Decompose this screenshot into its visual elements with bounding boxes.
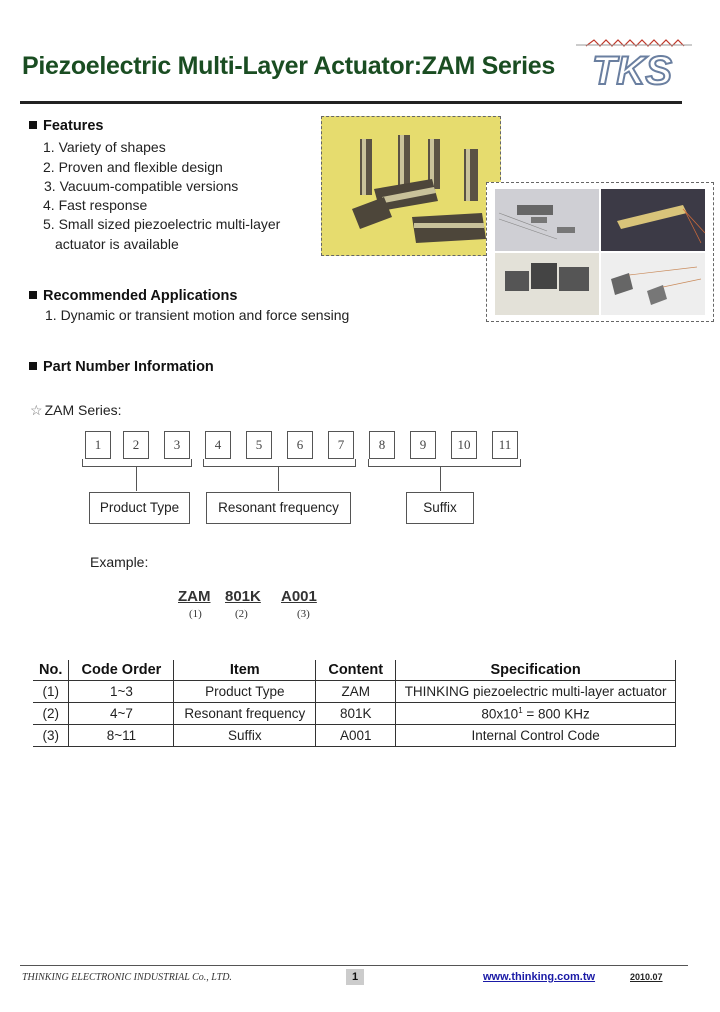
cell-specification: $80x10^1 = 800$ KHz xyxy=(396,703,676,725)
col-header-code-order: Code Order xyxy=(69,660,174,681)
application-item: 1. Dynamic or transient motion and force sensing xyxy=(45,307,350,323)
applications-heading: Recommended Applications xyxy=(29,288,237,304)
part-box: 7 xyxy=(328,431,354,459)
part-number-heading: Part Number Information xyxy=(29,359,214,375)
cell-item: Suffix xyxy=(174,725,316,747)
tks-logo xyxy=(572,36,694,92)
table-row xyxy=(33,725,676,747)
table-row xyxy=(33,703,676,725)
connector-line xyxy=(136,467,137,491)
features-heading: Features xyxy=(29,118,103,134)
title-rule xyxy=(20,101,682,104)
part-box: 11 xyxy=(492,431,518,459)
part-box: 8 xyxy=(369,431,395,459)
page-title: Piezoelectric Multi-Layer Actuator:ZAM Series xyxy=(22,52,555,80)
example-number: (3) xyxy=(297,608,310,620)
example-number: (1) xyxy=(189,608,202,620)
part-box: 6 xyxy=(287,431,313,459)
col-header-no: No. xyxy=(33,660,69,681)
part-box: 3 xyxy=(164,431,190,459)
series-label: ☆ ZAM Series: xyxy=(30,402,122,418)
connector-line xyxy=(440,467,441,491)
example-label: Example: xyxy=(90,554,149,570)
cell-specification: THINKING piezoelectric multi-layer actuator xyxy=(396,681,676,703)
cell-no: (1) xyxy=(33,681,69,703)
cell-no: (3) xyxy=(33,725,69,747)
cell-specification: Internal Control Code xyxy=(396,725,676,747)
table-header-row xyxy=(33,660,676,681)
footer-rule xyxy=(20,965,688,966)
star-icon: ☆ xyxy=(30,402,43,418)
cell-code-order: 8~11 xyxy=(69,725,174,747)
example-number: (2) xyxy=(235,608,248,620)
connector-line xyxy=(278,467,279,491)
col-header-content: Content xyxy=(316,660,396,681)
cell-content: A001 xyxy=(316,725,396,747)
cell-code-order: 4~7 xyxy=(69,703,174,725)
table-row xyxy=(33,681,676,703)
part-box: 10 xyxy=(451,431,477,459)
cell-code-order: 1~3 xyxy=(69,681,174,703)
footer-company: THINKING ELECTRONIC INDUSTRIAL Co., LTD. xyxy=(22,972,232,983)
group-bracket xyxy=(82,459,192,467)
example-code: A001 xyxy=(281,588,317,605)
part-box: 2 xyxy=(123,431,149,459)
product-photo-grid xyxy=(486,182,714,322)
part-box: 9 xyxy=(410,431,436,459)
cell-content: 801K xyxy=(316,703,396,725)
col-header-item: Item xyxy=(174,660,316,681)
cell-content: ZAM xyxy=(316,681,396,703)
feature-item: 3. Vacuum-compatible versions xyxy=(44,178,239,194)
page-number: 1 xyxy=(346,969,364,985)
cell-item: Product Type xyxy=(174,681,316,703)
feature-item: 2. Proven and flexible design xyxy=(43,159,223,175)
cell-item: Resonant frequency xyxy=(174,703,316,725)
group-bracket xyxy=(203,459,356,467)
group-label-product-type: Product Type xyxy=(89,492,190,524)
cell-no: (2) xyxy=(33,703,69,725)
group-label-resonant-frequency: Resonant frequency xyxy=(206,492,351,524)
group-label-suffix: Suffix xyxy=(406,492,474,524)
feature-item: 5. Small sized piezoelectric multi-layer xyxy=(43,216,281,232)
col-header-specification: Specification xyxy=(396,660,676,681)
website-link[interactable]: www.thinking.com.tw xyxy=(483,971,596,983)
svg-text:TKS: TKS xyxy=(592,49,672,92)
example-code: ZAM xyxy=(178,588,211,605)
example-code: 801K xyxy=(225,588,261,605)
feature-item: 1. Variety of shapes xyxy=(43,139,166,155)
part-box: 5 xyxy=(246,431,272,459)
part-box: 4 xyxy=(205,431,231,459)
product-photo-main xyxy=(321,116,501,256)
feature-item: actuator is available xyxy=(55,236,179,252)
spec-table xyxy=(33,660,676,747)
feature-item: 4. Fast response xyxy=(43,197,148,213)
footer-date: 2010.07 xyxy=(630,972,663,982)
part-box: 1 xyxy=(85,431,111,459)
group-bracket xyxy=(368,459,521,467)
